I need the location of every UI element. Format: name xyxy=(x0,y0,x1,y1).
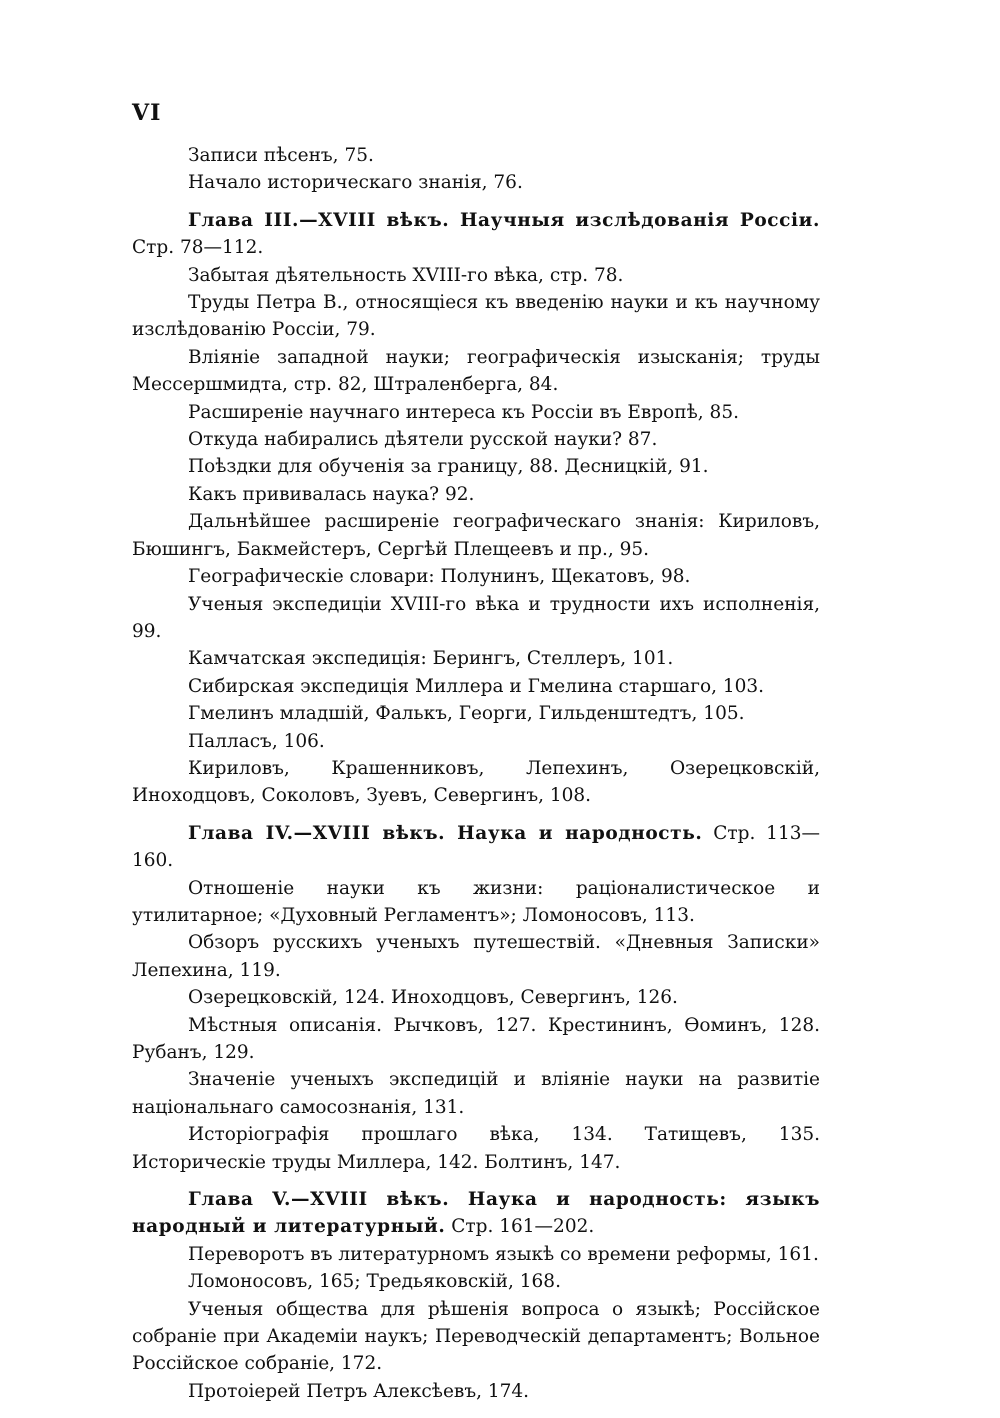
page-number: VI xyxy=(132,100,162,126)
toc-entry: Труды Петра В., относящіеся къ введенію науки и къ научному изслѣдованію Россіи, 79. xyxy=(132,292,820,341)
chapter-pages: Стр. 78—112. xyxy=(132,237,264,259)
toc-entry: Исторіографія прошлаго вѣка, 134. Татищевъ, 135. Историческіе труды Миллера, 142. Болтинъ, 147. xyxy=(132,1124,820,1173)
chapter-pages: Стр. 161—202. xyxy=(451,1216,595,1238)
toc-entry: Вліяніе западной науки; географическія изысканія; труды Мессершмидта, стр. 82, Штраленберга, 84. xyxy=(132,346,820,396)
toc-entry: Дальнѣйшее расширеніе географическаго знанія: Кириловъ, Бюшингъ, Бакмейстеръ, Сергѣй Плещеевъ и пр., 95. xyxy=(132,511,820,560)
chapter-heading-3 xyxy=(132,207,820,262)
toc-entry: Озерецковскій, 124. Иноходцовъ, Севергинъ, 126. xyxy=(188,987,678,1009)
toc-entry: Географическіе словари: Полунинъ, Щекатовъ, 98. xyxy=(188,566,691,588)
chapter-pages: Стр. 113—160. xyxy=(132,822,820,872)
toc-entry: Отношеніе науки къ жизни: раціоналистическое и утилитарное; «Духовный Регламентъ»; Ломоносовъ, 113. xyxy=(132,877,820,926)
toc-entry: Камчатская экспедиція: Берингъ, Стеллеръ, 101. xyxy=(188,648,674,670)
toc-entry: Мѣстныя описанія. Рычковъ, 127. Крестининъ, Ѳоминъ, 128. Рубанъ, 129. xyxy=(132,1014,820,1063)
toc-entry: Переворотъ въ литературномъ языкѣ со времени реформы, 161. xyxy=(188,1243,819,1265)
toc-entry: Начало историческаго знанія, 76. xyxy=(188,172,523,194)
toc-entry: Гмелинъ младшій, Фалькъ, Георги, Гильденштедтъ, 105. xyxy=(188,703,745,725)
toc-entry: Расширеніе научнаго интереса къ Россіи въ Европѣ, 85. xyxy=(188,401,739,423)
toc-entry: Поѣздки для обученія за границу, 88. Десницкій, 91. xyxy=(188,456,709,478)
chapter-title: Глава IV.—XVIII вѣкъ. Наука и народность. xyxy=(188,822,703,844)
chapter-title: Глава V.—XVIII вѣкъ. Наука и народность: языкъ народный и литературный. xyxy=(132,1189,820,1238)
chapter-heading-5 xyxy=(132,1186,820,1241)
toc-entry: Ломоносовъ, 165; Тредьяковскій, 168. xyxy=(188,1271,561,1293)
toc-entry: Ученыя общества для рѣшенія вопроса о языкѣ; Россійское собраніе при Академіи наукъ; Переводческій департаментъ; Вольное Россійское собраніе, 172. xyxy=(132,1298,820,1375)
toc-entry: Забытая дѣятельность XVIII-го вѣка, стр. 78. xyxy=(188,264,624,286)
toc-entry: Обзоръ русскихъ ученыхъ путешествій. «Дневныя Записки» Лепехина, 119. xyxy=(132,932,820,981)
toc-entry: Какъ прививалась наука? 92. xyxy=(188,483,475,505)
toc-entry: Протоіерей Петръ Алексѣевъ, 174. xyxy=(188,1380,530,1402)
toc-entry: Сибирская экспедиція Миллера и Гмелина старшаго, 103. xyxy=(188,675,765,697)
toc-entry: Ученыя экспедиціи XVIII-го вѣка и трудности ихъ исполненія, 99. xyxy=(132,593,820,642)
toc-entry: Палласъ, 106. xyxy=(188,730,325,752)
toc-entry: Кириловъ, Крашенниковъ, Лепехинъ, Озерецковскій, Иноходцовъ, Соколовъ, Зуевъ, Севергинъ, 108. xyxy=(132,757,820,807)
toc-entry: Значеніе ученыхъ экспедицій и вліяніе науки на развитіе національнаго самосознанія, 131. xyxy=(132,1069,820,1118)
chapter-heading-4 xyxy=(132,820,820,875)
toc-entry: Записи пѣсенъ, 75. xyxy=(188,145,374,166)
chapter-title: Глава III.—XVIII вѣкъ. Научныя изслѣдованія Россіи. xyxy=(188,209,820,231)
toc-entry: Откуда набирались дѣятели русской науки? 87. xyxy=(188,429,658,451)
